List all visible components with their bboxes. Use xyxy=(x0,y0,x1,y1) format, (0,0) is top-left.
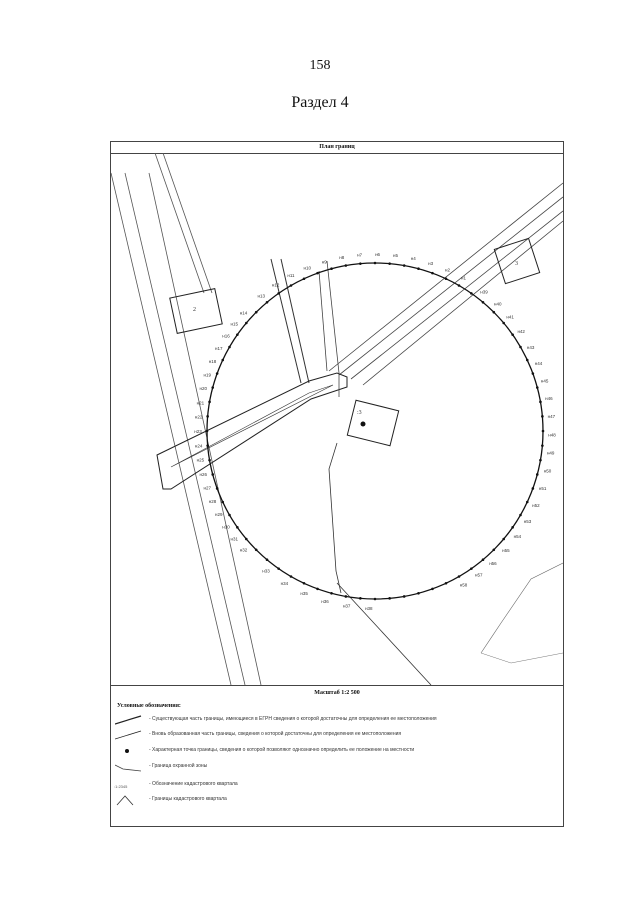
boundary-point xyxy=(208,401,211,404)
boundary-point-label: н6 xyxy=(375,252,381,258)
boundary-point-label: н48 xyxy=(548,432,556,438)
boundary-point-label: н42 xyxy=(517,329,525,335)
boundary-point xyxy=(403,595,406,598)
boundary-point-label: н28 xyxy=(208,499,217,505)
boundary-point xyxy=(359,597,362,600)
boundary-point xyxy=(470,567,473,570)
boundary-point-symbol xyxy=(115,745,145,757)
boundary-point xyxy=(482,558,485,561)
boundary-point xyxy=(221,501,224,504)
boundary-point xyxy=(541,415,544,418)
building-outline xyxy=(347,400,398,446)
boundary-point xyxy=(492,311,495,314)
legend-text: - Границы кадастрового квартала xyxy=(149,796,227,802)
boundary-point xyxy=(511,333,514,336)
road-line xyxy=(125,173,245,685)
boundary-point xyxy=(255,548,258,551)
boundary-point xyxy=(417,267,420,270)
quarter-label-symbol: :1:2345 xyxy=(114,784,128,789)
boundary-point xyxy=(542,430,545,433)
legend-item-existing-boundary xyxy=(111,714,563,726)
boundary-point-label: н21 xyxy=(196,400,205,406)
boundary-point-label: н14 xyxy=(239,310,248,316)
legend-item-protection-zone xyxy=(111,761,563,773)
boundary-point xyxy=(532,487,535,490)
zone-line xyxy=(481,560,563,653)
boundary-point-label: н41 xyxy=(506,314,514,320)
boundary-point xyxy=(266,301,269,304)
boundary-point xyxy=(211,473,214,476)
page-number: 158 xyxy=(309,58,331,73)
boundary-point xyxy=(206,415,209,418)
boundary-point xyxy=(374,262,377,265)
boundary-point-label: н5 xyxy=(393,253,399,259)
boundary-point-label: н37 xyxy=(342,603,351,609)
zone-line xyxy=(481,653,563,663)
boundary-point xyxy=(206,444,209,447)
building-point xyxy=(361,422,366,427)
boundary-point xyxy=(519,514,522,517)
boundary-point-label: н13 xyxy=(257,293,265,299)
boundary-point-label: н7 xyxy=(357,252,363,258)
road-band xyxy=(171,385,333,467)
plan-header: План границ xyxy=(111,142,563,154)
boundary-point xyxy=(345,595,348,598)
boundary-point xyxy=(245,322,248,325)
boundary-point-label: н35 xyxy=(300,591,308,597)
boundary-point xyxy=(388,597,391,600)
boundary-point xyxy=(330,267,333,270)
boundary-point-label: н16 xyxy=(222,333,230,339)
boundary-point-label: н56 xyxy=(489,560,497,566)
boundary-point xyxy=(445,582,448,585)
boundary-point-label: н10 xyxy=(303,265,312,271)
boundary-point xyxy=(417,592,420,595)
boundary-point-labels xyxy=(194,252,556,611)
boundary-point xyxy=(359,262,362,265)
new-boundary-symbol xyxy=(115,729,145,741)
boundary-point xyxy=(492,548,495,551)
boundary-point xyxy=(536,386,539,389)
boundary-point xyxy=(431,272,434,275)
boundary-point-label: н52 xyxy=(532,502,540,508)
road-line xyxy=(155,153,204,293)
boundary-point-label: н47 xyxy=(547,414,556,420)
legend-text: - Существующая часть границы, имеющиеся в ЕГРН сведения о которой достаточны для определения ее местоположения xyxy=(149,716,437,722)
legend-item-new-boundary xyxy=(111,729,563,741)
legend-title: Условные обозначения: xyxy=(117,703,181,709)
boundary-point-label: н51 xyxy=(538,485,547,491)
boundary-point xyxy=(266,558,269,561)
boundary-point-label: н39 xyxy=(480,289,488,295)
boundary-point-label: н30 xyxy=(222,524,230,530)
boundary-point xyxy=(458,575,461,578)
quarter-boundary-symbol xyxy=(115,794,145,806)
boundary-point-label: н25 xyxy=(196,457,205,463)
boundary-point-label: н18 xyxy=(208,358,217,364)
boundary-point-label: н9 xyxy=(321,259,327,265)
boundary-point-label: н11 xyxy=(287,273,295,279)
boundary-point xyxy=(221,359,224,362)
boundary-point xyxy=(277,292,280,295)
boundary-point xyxy=(482,301,485,304)
road-band xyxy=(319,271,327,371)
boundary-point xyxy=(245,538,248,541)
boundary-point xyxy=(458,284,461,287)
boundary-point xyxy=(388,262,391,265)
boundary-point-label: н27 xyxy=(203,485,212,491)
boundary-point xyxy=(316,588,319,591)
boundary-point xyxy=(290,284,293,287)
legend-text: - Характерная точка границы, сведения о которой позволяют однозначно определить ее положение на местности xyxy=(149,747,415,753)
highway-line xyxy=(363,221,563,385)
legend-divider xyxy=(111,685,563,686)
boundary-point xyxy=(502,538,505,541)
boundary-point-label: н20 xyxy=(199,386,208,392)
boundary-point xyxy=(502,322,505,325)
scale-label: Масштаб 1:2 500 xyxy=(314,690,360,696)
boundary-point xyxy=(303,582,306,585)
boundary-point xyxy=(255,311,258,314)
boundary-point xyxy=(211,386,214,389)
road-line xyxy=(271,259,301,383)
boundary-point-label: н38 xyxy=(365,605,373,611)
boundary-point xyxy=(206,430,209,433)
boundary-point-label: н49 xyxy=(546,450,555,456)
boundary-point xyxy=(511,526,514,529)
boundary-point xyxy=(374,598,377,601)
boundary-point xyxy=(431,588,434,591)
boundary-point-label: н50 xyxy=(543,468,552,474)
boundary-point-label: н43 xyxy=(526,344,535,350)
boundary-point-label: н31 xyxy=(230,536,239,542)
boundary-point-label: н8 xyxy=(339,255,345,261)
boundary-point xyxy=(228,346,231,349)
protection-zone-symbol xyxy=(115,761,145,773)
boundary-point-label: н1 xyxy=(461,275,466,281)
legend-text: - Граница охранной зоны xyxy=(149,763,208,769)
existing-boundary-symbol xyxy=(115,714,145,726)
building-label: :3 xyxy=(357,410,362,416)
boundary-point xyxy=(526,501,529,504)
boundary-point-label: н40 xyxy=(493,301,502,307)
boundary-point-label: н36 xyxy=(321,598,329,604)
boundary-point xyxy=(236,333,239,336)
boundary-map xyxy=(111,153,563,685)
boundary-point xyxy=(445,277,448,280)
legend-text: - Обозначение кадастрового квартала xyxy=(149,781,238,787)
boundary-point xyxy=(216,487,219,490)
boundary-point-label: н22 xyxy=(194,414,203,420)
boundary-point xyxy=(403,264,406,267)
legend-item-quarter-boundary xyxy=(111,794,563,806)
boundary-point xyxy=(541,444,544,447)
boundary-point xyxy=(519,346,522,349)
boundary-point xyxy=(316,272,319,275)
boundary-point-label: н23 xyxy=(194,429,202,434)
boundary-point-label: н15 xyxy=(230,321,239,327)
boundary-point xyxy=(526,359,529,362)
boundary-point xyxy=(303,277,306,280)
boundary-point xyxy=(277,567,280,570)
road-band xyxy=(327,261,339,397)
boundary-point-label: н46 xyxy=(545,396,553,402)
boundary-point-label: н19 xyxy=(203,372,212,378)
legend-item-quarter-label xyxy=(111,779,563,791)
highway-line xyxy=(329,183,563,371)
boundary-point-label: н2 xyxy=(444,267,450,273)
boundary-point-label: н29 xyxy=(214,512,223,518)
section-title: Раздел 4 xyxy=(291,94,349,111)
boundary-point xyxy=(330,592,333,595)
boundary-point-label: н45 xyxy=(540,378,549,384)
boundary-point-label: н34 xyxy=(280,581,289,587)
parcel-number: 2 xyxy=(193,307,196,313)
boundary-point xyxy=(345,264,348,267)
legend-text: - Вновь образованная часть границы, сведения о которой достаточны для определения ее местоположения xyxy=(149,731,402,737)
boundary-point xyxy=(290,575,293,578)
boundary-point xyxy=(208,459,211,462)
boundary-point-label: н32 xyxy=(239,547,248,553)
highway-line xyxy=(351,211,563,379)
boundary-point xyxy=(532,372,535,375)
zone-line xyxy=(329,443,341,593)
boundary-point xyxy=(539,401,542,404)
boundary-point-label: н54 xyxy=(513,534,522,540)
boundary-point-label: н57 xyxy=(475,572,483,578)
boundary-point xyxy=(216,372,219,375)
boundary-point-label: н44 xyxy=(534,361,543,367)
boundary-point-label: н17 xyxy=(214,345,223,351)
boundary-plan xyxy=(110,141,564,827)
road-line xyxy=(111,173,231,685)
road-line xyxy=(281,259,309,383)
boundary-point-label: н12 xyxy=(271,282,280,288)
boundary-point xyxy=(236,526,239,529)
boundary-point-label: н55 xyxy=(502,548,510,554)
road-line xyxy=(149,173,261,685)
boundary-point-label: н33 xyxy=(262,568,270,574)
boundary-point-label: н4 xyxy=(410,256,416,262)
boundary-point xyxy=(536,473,539,476)
boundary-point-label: н53 xyxy=(523,518,532,524)
legend-item-boundary-point xyxy=(111,745,563,757)
boundary-point-label: н3 xyxy=(428,260,434,266)
parcel-number: 3 xyxy=(515,261,518,267)
boundary-point xyxy=(470,292,473,295)
boundary-point-label: н58 xyxy=(459,582,468,588)
boundary-point xyxy=(228,514,231,517)
boundary-point xyxy=(539,459,542,462)
boundary-point-label: н24 xyxy=(194,443,203,449)
boundary-point-label: н26 xyxy=(199,471,208,477)
parcel-outline xyxy=(170,289,222,334)
